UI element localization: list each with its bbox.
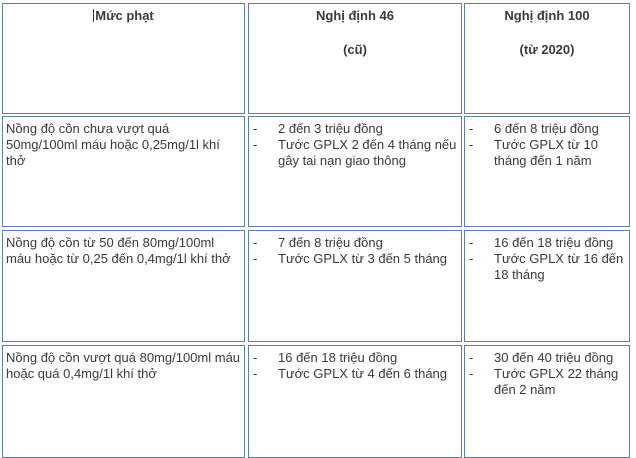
row3-new-cell	[464, 345, 630, 458]
list-item: - 6 đến 8 triệu đồng	[469, 121, 627, 137]
row2-level-cell	[2, 230, 245, 342]
header-decree100-sub: (từ 2020)	[519, 42, 575, 57]
row2-new-list	[465, 231, 629, 283]
list-item: - Tước GPLX 2 đến 4 tháng nếu gây tai nạn giao thông	[253, 137, 459, 169]
row1-level-cell	[2, 116, 245, 227]
list-item: - 7 đến 8 triệu đồng	[253, 235, 459, 251]
row3-old-cell	[248, 345, 462, 458]
list-item: - Tước GPLX 22 tháng đến 2 năm	[469, 366, 627, 398]
list-item: - 16 đến 18 triệu đồng	[469, 235, 627, 251]
list-item: - Tước GPLX từ 3 đến 5 tháng	[253, 251, 459, 267]
header-decree46-sub: (cũ)	[343, 42, 367, 57]
row1-level-text: Nồng độ cồn chưa vượt quá 50mg/100ml máu hoặc 0,25mg/1l khí thở	[6, 121, 220, 168]
list-item: - 16 đến 18 triệu đồng	[253, 350, 459, 366]
header-decree100-cell	[464, 3, 630, 114]
row2-old-cell	[248, 230, 462, 342]
list-item: - Tước GPLX từ 16 đến 18 tháng	[469, 251, 627, 283]
list-item: - Tước GPLX từ 10 tháng đến 1 năm	[469, 137, 627, 169]
row3-old-list	[249, 346, 461, 382]
list-item: - 2 đến 3 triệu đồng	[253, 121, 459, 137]
row1-new-cell	[464, 116, 630, 227]
row2-old-list	[249, 231, 461, 267]
header-decree100-title: Nghị định 100	[504, 8, 590, 23]
header-penalty-cell	[2, 3, 245, 114]
list-item: - 30 đến 40 triệu đồng	[469, 350, 627, 366]
row3-new-list	[465, 346, 629, 398]
row3-level-text: Nồng độ cồn vượt quá 80mg/100ml máu hoặc quá 0,4mg/1l khí thở	[6, 350, 241, 381]
row2-level-text: Nồng độ cồn từ 50 đến 80mg/100ml máu hoặc từ 0,25 đến 0,4mg/1l khí thở	[6, 235, 231, 266]
row1-old-list	[249, 117, 461, 169]
row3-level-cell	[2, 345, 245, 458]
header-decree46-cell	[248, 3, 462, 114]
row1-old-cell	[248, 116, 462, 227]
row2-new-cell	[464, 230, 630, 342]
header-penalty-label: Mức phạt	[95, 8, 154, 23]
row1-new-list	[465, 117, 629, 169]
header-decree46-title: Nghị định 46	[316, 8, 394, 23]
list-item: - Tước GPLX từ 4 đến 6 tháng	[253, 366, 459, 382]
